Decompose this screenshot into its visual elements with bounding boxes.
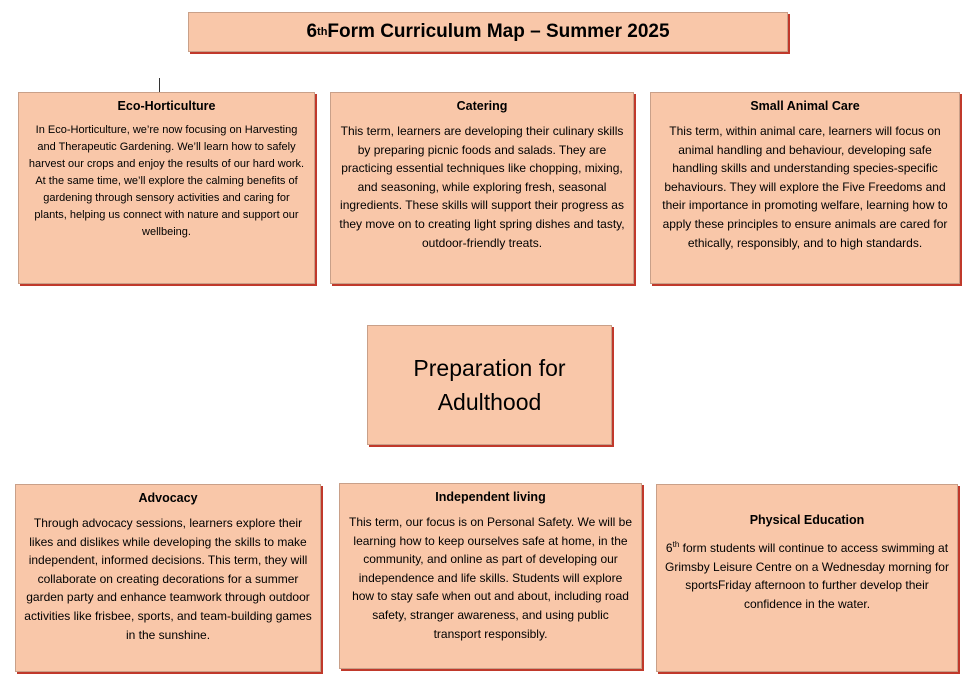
card-heading: Independent living [435, 490, 546, 504]
card-body-superscript: th [672, 540, 680, 549]
card-body: Through advocacy sessions, learners explore their likes and dislikes while developing the skills to make independent, informed decisions. This term, they will collaborate on creating decorations for a summer garden party and enhance teamwork through outdoor activities like frisbee, sports, and team-building games in the sunshine. [24, 516, 312, 642]
card-heading: Catering [456, 99, 508, 113]
centre-title-text: Preparation for Adulthood [413, 355, 566, 415]
title-superscript: th [317, 26, 328, 38]
card-physical-education [656, 484, 958, 672]
card-eco-horticulture [18, 92, 315, 284]
card-body: This term, learners are developing their culinary skills by preparing picnic foods and salads. They are practicing essential techniques like chopping, mixing, and seasoning, while exploring fresh, seasonal ingredients. These skills will support their progress as they move on to creating light spring dishes and tasty, outdoor-friendly treats. [339, 124, 625, 250]
card-body: This term, within animal care, learners will focus on animal handling and behaviour, developing safe handling skills and understanding species-specific behaviours. They will explore the Five Freedoms and their importance in promoting welfare, learning how to apply these principles to ensure animals are cared for ethically, responsibly, and to high standards. [662, 124, 948, 250]
card-body-prefix: 6 [665, 541, 673, 555]
centre-title [367, 325, 612, 445]
card-body: In Eco-Horticulture, we’re now focusing on Harvesting and Therapeutic Gardening. We’ll learn how to safely harvest our crops and enjoy the results of our hard work. At the same time, we’ll explore the calming benefits of gardening through sensory activities and caring for plants, helping us connect with nature and support our wellbeing. [28, 124, 305, 238]
card-heading: Small Animal Care [750, 99, 860, 113]
card-heading: Eco-Horticulture [117, 99, 216, 113]
card-catering [330, 92, 634, 284]
card-heading: Physical Education [749, 513, 865, 527]
title-text: Form Curriculum Map – Summer 2025 [327, 21, 670, 42]
card-body-text: form students will continue to access swimming at Grimsby Leisure Centre on a Wednesday morning for sportsFriday afternoon to further develop their confidence in the water. [665, 541, 949, 611]
card-heading: Advocacy [138, 491, 198, 505]
card-small-animal-care [650, 92, 960, 284]
card-advocacy [15, 484, 321, 672]
card-body [665, 536, 949, 613]
card-body: This term, our focus is on Personal Safety. We will be learning how to keep ourselves safe at home, in the community, and online as part of developing our independence and life skills. Students will explore how to stay safe when out and about, including road safety, stranger awareness, and using public transport responsibly. [348, 515, 632, 641]
connector-line [159, 78, 160, 92]
page-title [188, 12, 788, 52]
card-independent-living [339, 483, 642, 669]
title-prefix: 6 [306, 21, 318, 42]
